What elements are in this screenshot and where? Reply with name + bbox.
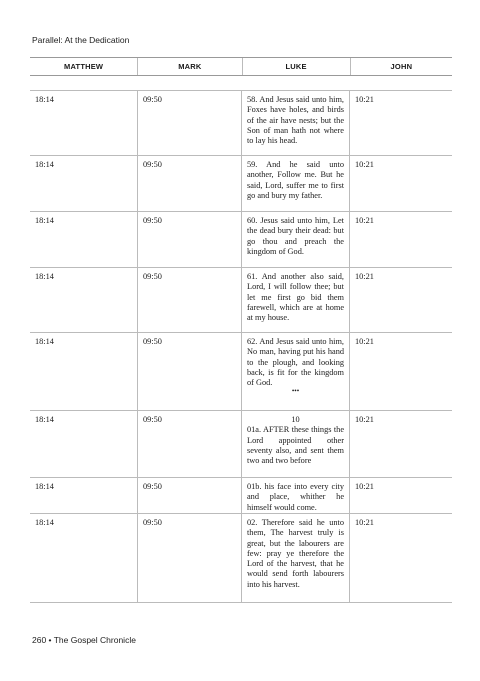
mark-ref: 09:50 (138, 411, 242, 477)
luke-verse: 58. And Jesus said unto him, Foxes have holes, and birds of the air have nests; but the Son of man hath not where to lay his head. (242, 91, 350, 155)
column-header-mark: MARK (138, 58, 242, 75)
john-ref: 10:21 (355, 415, 374, 424)
luke-verse: 62. And Jesus said unto him, No man, having put his hand to the plough, and looking back, is fit for the kingdom of God. (247, 337, 344, 388)
luke-verse: 01b. his face into every city and place, whither he himself would come. (242, 478, 350, 513)
mark-ref: 09:50 (138, 91, 242, 155)
table-row (30, 411, 452, 478)
table-row (30, 91, 452, 156)
mark-ref: 09:50 (138, 212, 242, 267)
mark-ref: 09:50 (138, 333, 242, 410)
john-ref: 10:21 (355, 337, 374, 346)
matthew-ref: 18:14 (30, 333, 138, 410)
matthew-ref: 18:14 (30, 478, 138, 513)
mark-ref: 09:50 (138, 156, 242, 211)
luke-verse: 60. Jesus said unto him, Let the dead bury their dead: but go thou and preach the kingdom of God. (242, 212, 350, 267)
john-ref: 10:21 (355, 216, 374, 225)
matthew-ref: 18:14 (30, 212, 138, 267)
mark-ref: 09:50 (138, 268, 242, 332)
table-row (30, 212, 452, 268)
page-footer: 260 • The Gospel Chronicle (32, 635, 136, 645)
matthew-ref: 18:14 (30, 514, 138, 602)
luke-verse: 02. Therefore said he unto them, The harvest truly is great, but the labourers are few: pray ye therefore the Lord of the harvest, that he would send forth labourers into his harvest. (242, 514, 350, 602)
john-ref: 10:21 (355, 272, 374, 281)
chapter-number: 10 (291, 415, 300, 424)
column-header-matthew: MATTHEW (30, 58, 138, 75)
table-row (30, 478, 452, 514)
luke-verse: 01a. AFTER these things the Lord appointed other seventy also, and sent them two and two before (247, 425, 344, 466)
table-row (30, 268, 452, 333)
luke-cell (242, 333, 350, 410)
mark-ref: 09:50 (138, 478, 242, 513)
column-header-john: JOHN (390, 62, 413, 71)
john-ref: 10:21 (355, 160, 374, 169)
matthew-ref: 18:14 (30, 268, 138, 332)
luke-cell (242, 411, 350, 477)
john-ref: 10:21 (355, 482, 374, 491)
table-row (30, 156, 452, 212)
john-ref: 10:21 (355, 95, 374, 104)
column-header-luke: LUKE (243, 58, 351, 75)
luke-verse: 59. And he said unto another, Follow me. But he said, Lord, suffer me to first go and bury my father. (242, 156, 350, 211)
column-header-row (30, 57, 452, 76)
ellipsis-marker: ••• (291, 387, 300, 396)
table-row (30, 333, 452, 411)
matthew-ref: 18:14 (30, 411, 138, 477)
matthew-ref: 18:14 (30, 91, 138, 155)
john-ref: 10:21 (355, 518, 374, 527)
matthew-ref: 18:14 (30, 156, 138, 211)
table-row (30, 514, 452, 603)
mark-ref: 09:50 (138, 514, 242, 602)
luke-verse: 61. And another also said, Lord, I will follow thee; but let me first go bid them farewell, which are at home at my house. (242, 268, 350, 332)
page-header: Parallel: At the Dedication (32, 35, 130, 45)
